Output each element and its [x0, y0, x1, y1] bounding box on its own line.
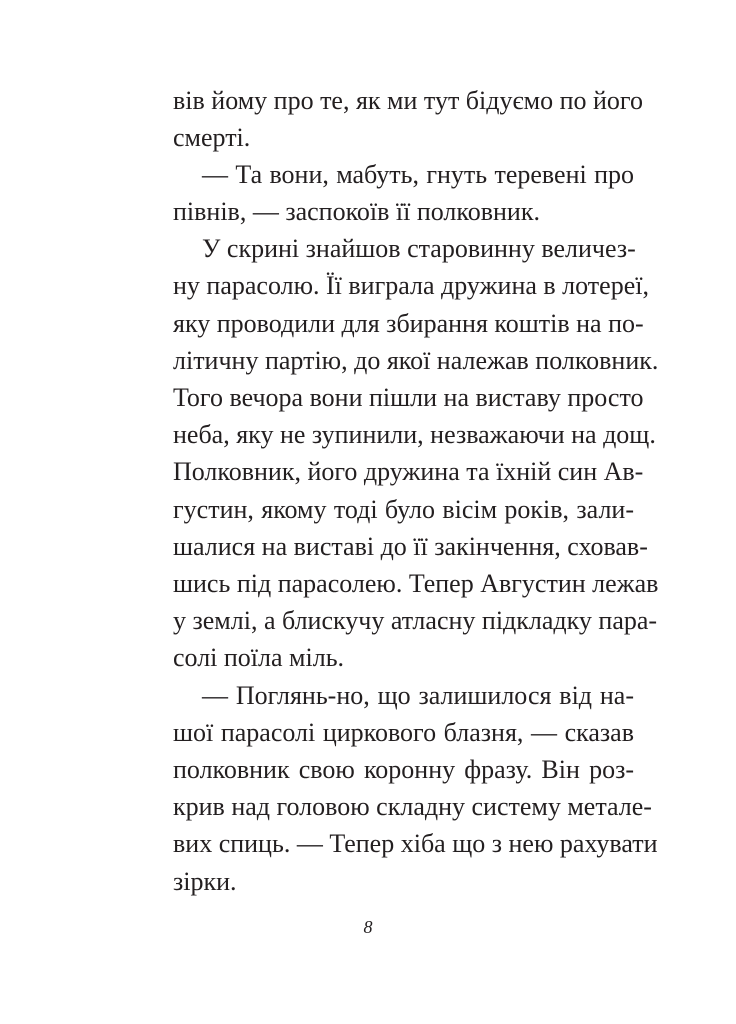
text-line: — Та вони, мабуть, гнуть теревені про: [202, 160, 634, 189]
text-line: вих спиць. — Тепер хіба що з нею рахувати: [173, 829, 658, 858]
text-line: шалися на виставі до її закінчення, сховав-: [173, 532, 648, 561]
text-line: У скрині знайшов старовинну величез-: [202, 234, 636, 263]
text-line: ну парасолю. Її виграла дружина в лотереї,: [173, 271, 649, 300]
text-line: Полковник, його дружина та їхній син Ав-: [173, 457, 644, 486]
text-line: Того вечора вони пішли на виставу просто: [173, 383, 644, 412]
text-line: шись під парасолею. Тепер Августин лежав: [173, 569, 659, 598]
text-line: зірки.: [173, 867, 237, 896]
text-line: — Поглянь-но, що залишилося від на-: [202, 681, 634, 710]
text-line: полковник свою коронну фразу. Він роз-: [173, 755, 634, 784]
text-line: смерті.: [173, 123, 251, 152]
text-line: крив над головою складну систему метале-: [173, 792, 652, 821]
page-number: 8: [363, 917, 373, 937]
text-line: півнів, — заспокоїв її полковник.: [173, 197, 540, 226]
text-line: літичну партію, до якої належав полковник.: [173, 346, 659, 375]
text-line: неба, яку не зупинили, незважаючи на дощ.: [173, 420, 656, 449]
text-line: солі поїла міль.: [173, 643, 345, 672]
text-line: яку проводили для збирання коштів на по-: [173, 309, 644, 338]
text-line: шої парасолі циркового блазня, — сказав: [173, 718, 634, 747]
text-line: густин, якому тоді було вісім років, зали-: [173, 495, 634, 524]
text-line: у землі, а блискучу атласну підкладку пара-: [173, 606, 658, 635]
text-line: вів йому про те, як ми тут бідуємо по його: [173, 86, 643, 115]
